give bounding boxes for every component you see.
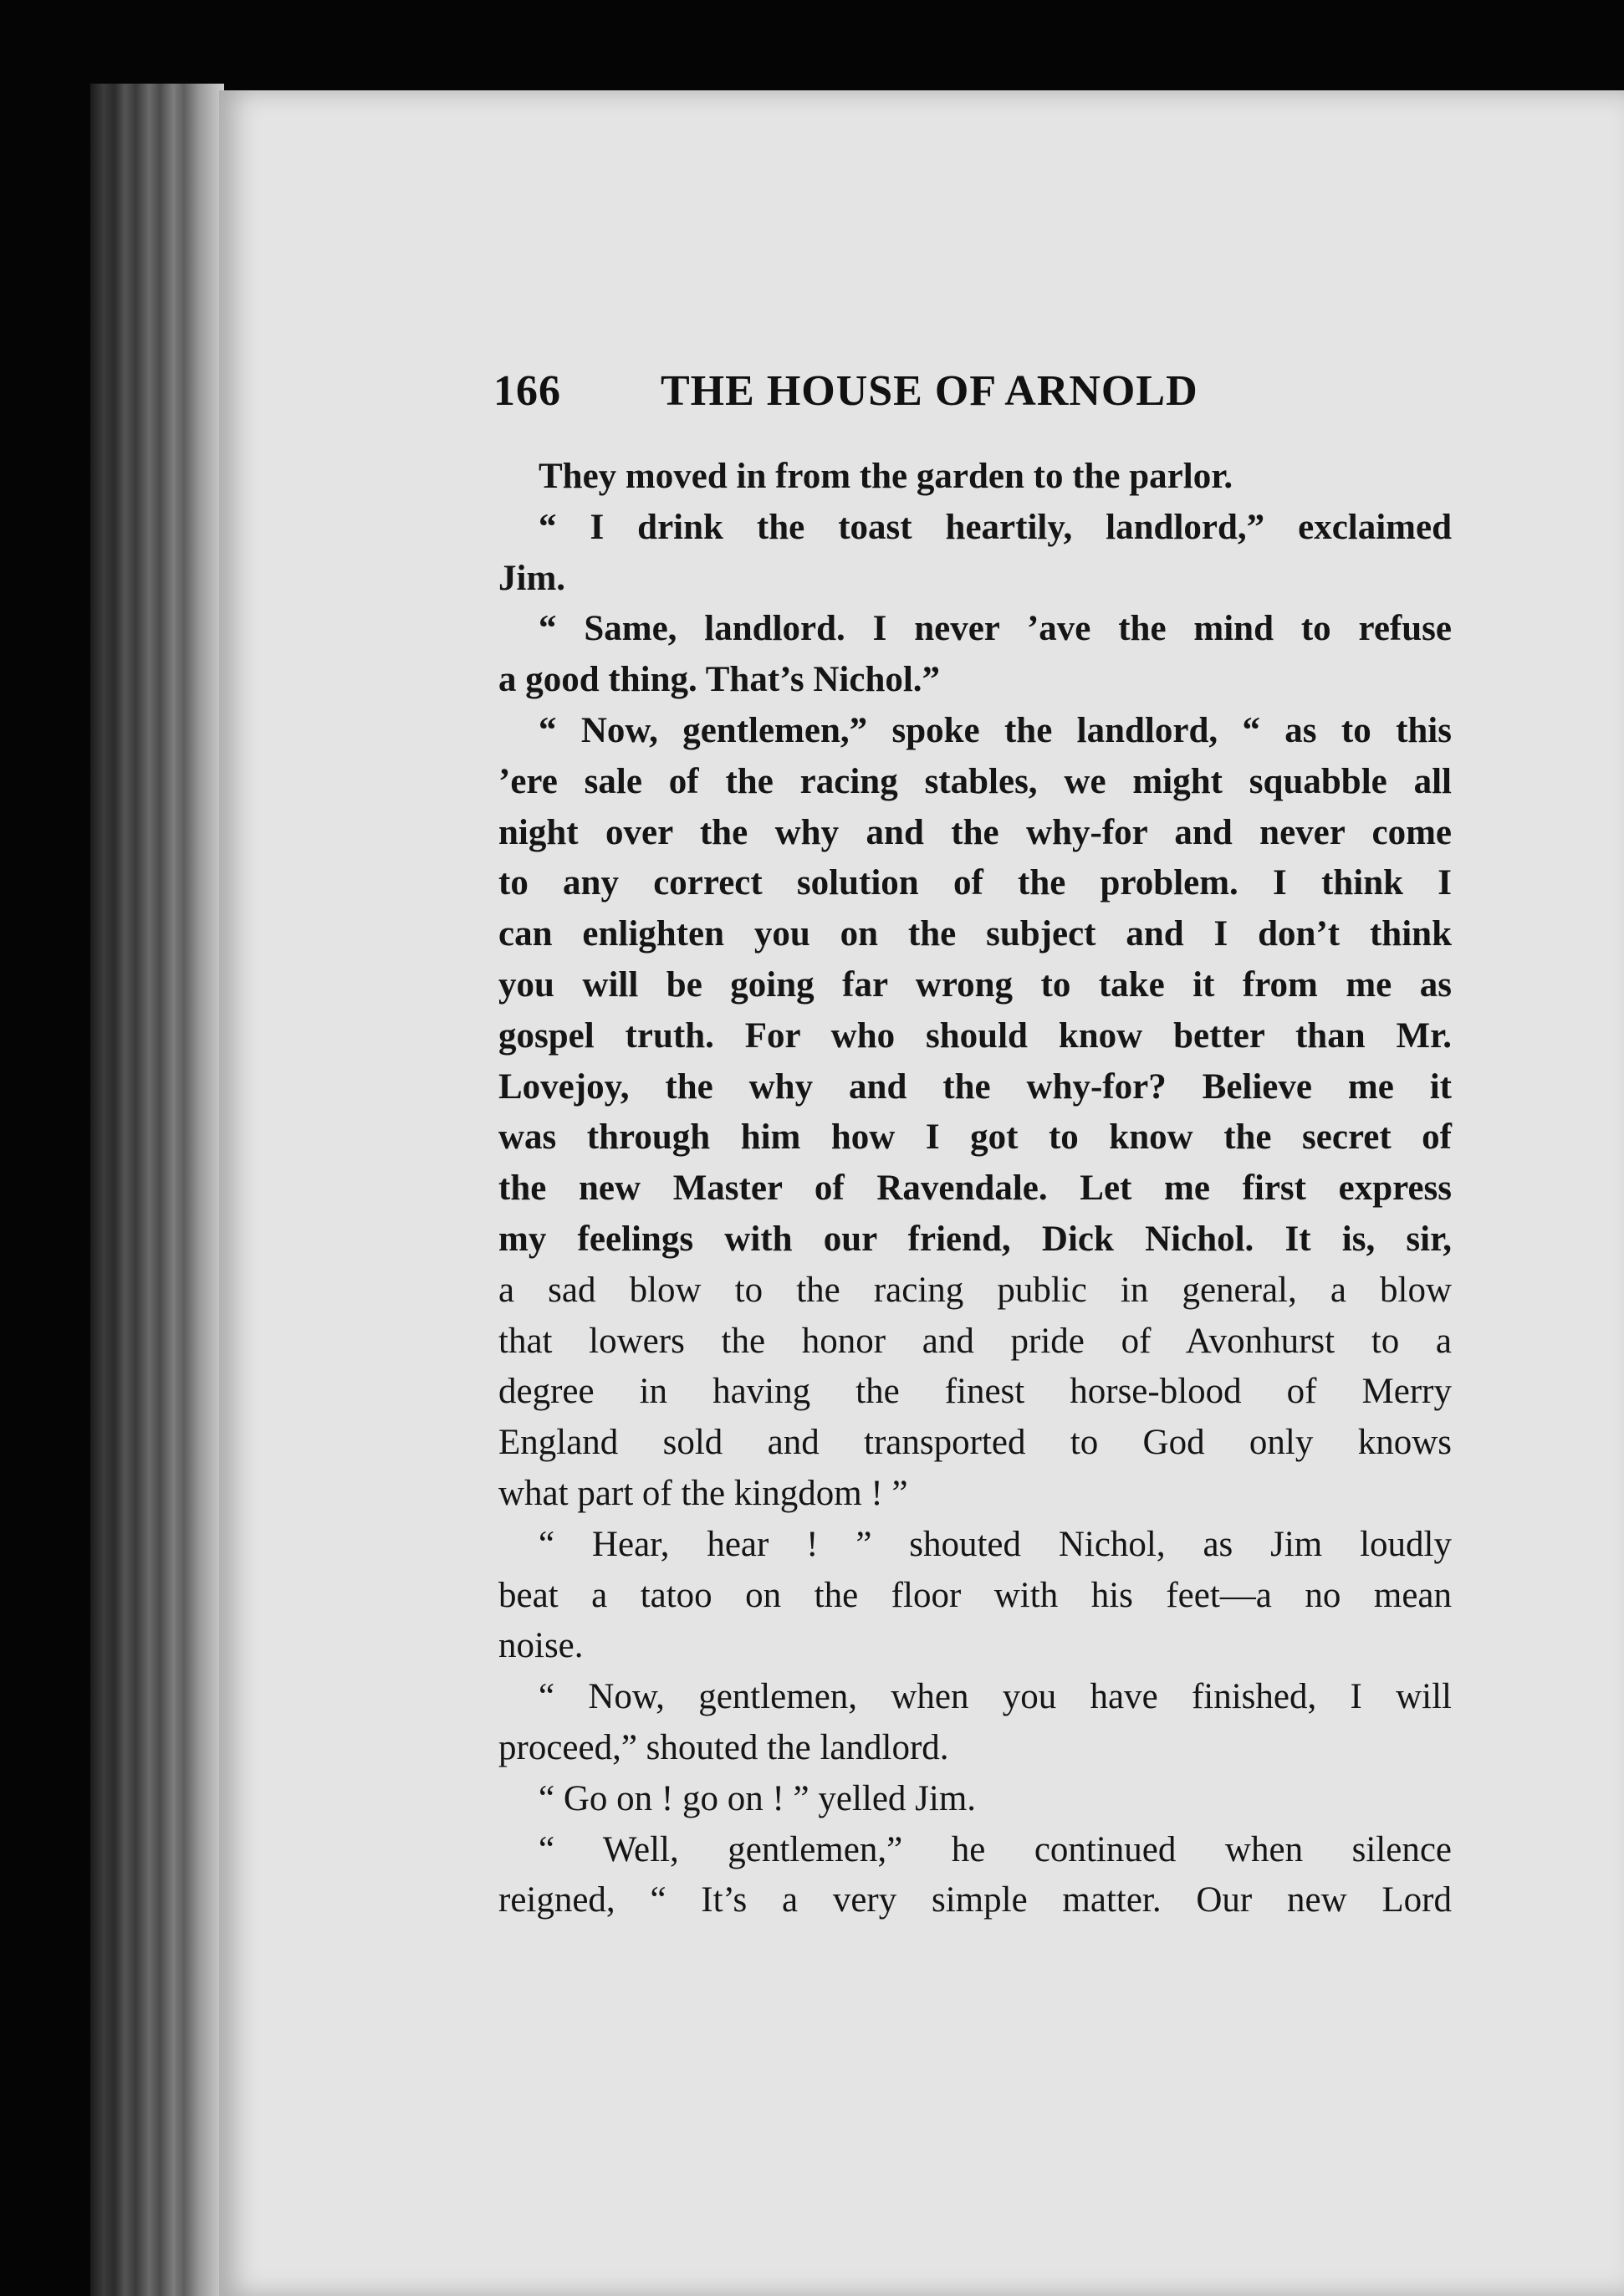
text-line: a sad blow to the racing public in general, a blow — [498, 1270, 1452, 1310]
text-line: “ Now, gentlemen,” spoke the landlord, “ as to this — [539, 710, 1452, 750]
text-line: night over the why and the why-for and never come — [498, 812, 1452, 852]
text-line: Lovejoy, the why and the why-for? Believe me it — [498, 1066, 1452, 1107]
text-line: proceed,” shouted the landlord. — [498, 1727, 949, 1767]
text-line: to any correct solution of the problem. I think I — [498, 863, 1452, 903]
text-line: what part of the kingdom ! ” — [498, 1473, 908, 1513]
running-head — [493, 366, 1313, 425]
text-line: degree in having the finest horse-blood of Merry — [498, 1372, 1452, 1412]
text-line: “ Go on ! go on ! ” yelled Jim. — [539, 1778, 977, 1818]
text-line: the new Master of Ravendale. Let me first express — [498, 1168, 1452, 1209]
page-edges — [90, 84, 224, 2296]
text-line: “ I drink the toast heartily, landlord,” exclaimed — [539, 507, 1452, 547]
text-line: “ Now, gentlemen, when you have finished, I will — [539, 1677, 1452, 1717]
text-line: gospel truth. For who should know better than Mr. — [498, 1015, 1452, 1056]
book-title: THE HOUSE OF ARNOLD — [661, 367, 1198, 415]
body-text — [498, 452, 1452, 1926]
text-line: “ Well, gentlemen,” he continued when silence — [539, 1829, 1452, 1869]
text-line: reigned, “ It’s a very simple matter. Our new Lord — [498, 1880, 1452, 1920]
text-line: can enlighten you on the subject and I don’t think — [498, 914, 1452, 954]
text-line: you will be going far wrong to take it from me as — [498, 964, 1452, 1005]
text-line: They moved in from the garden to the parlor. — [539, 457, 1233, 496]
text-line: beat a tatoo on the floor with his feet—a no mean — [498, 1575, 1452, 1615]
text-line: was through him how I got to know the secret of — [498, 1117, 1452, 1158]
text-line: “ Hear, hear ! ” shouted Nichol, as Jim loudly — [539, 1524, 1452, 1564]
page-number: 166 — [493, 367, 561, 415]
text-line: “ Same, landlord. I never ’ave the mind to refuse — [539, 609, 1452, 649]
text-line: a good thing. That’s Nichol.” — [498, 660, 941, 700]
text-line: noise. — [498, 1626, 584, 1666]
text-line: England sold and transported to God only knows — [498, 1423, 1452, 1463]
text-line: my feelings with our friend, Dick Nichol. It is, sir, — [498, 1219, 1452, 1259]
text-line: ’ere sale of the racing stables, we might squabble all — [498, 761, 1452, 801]
text-line: that lowers the honor and pride of Avonhurst to a — [498, 1321, 1452, 1361]
text-line: Jim. — [498, 558, 566, 598]
